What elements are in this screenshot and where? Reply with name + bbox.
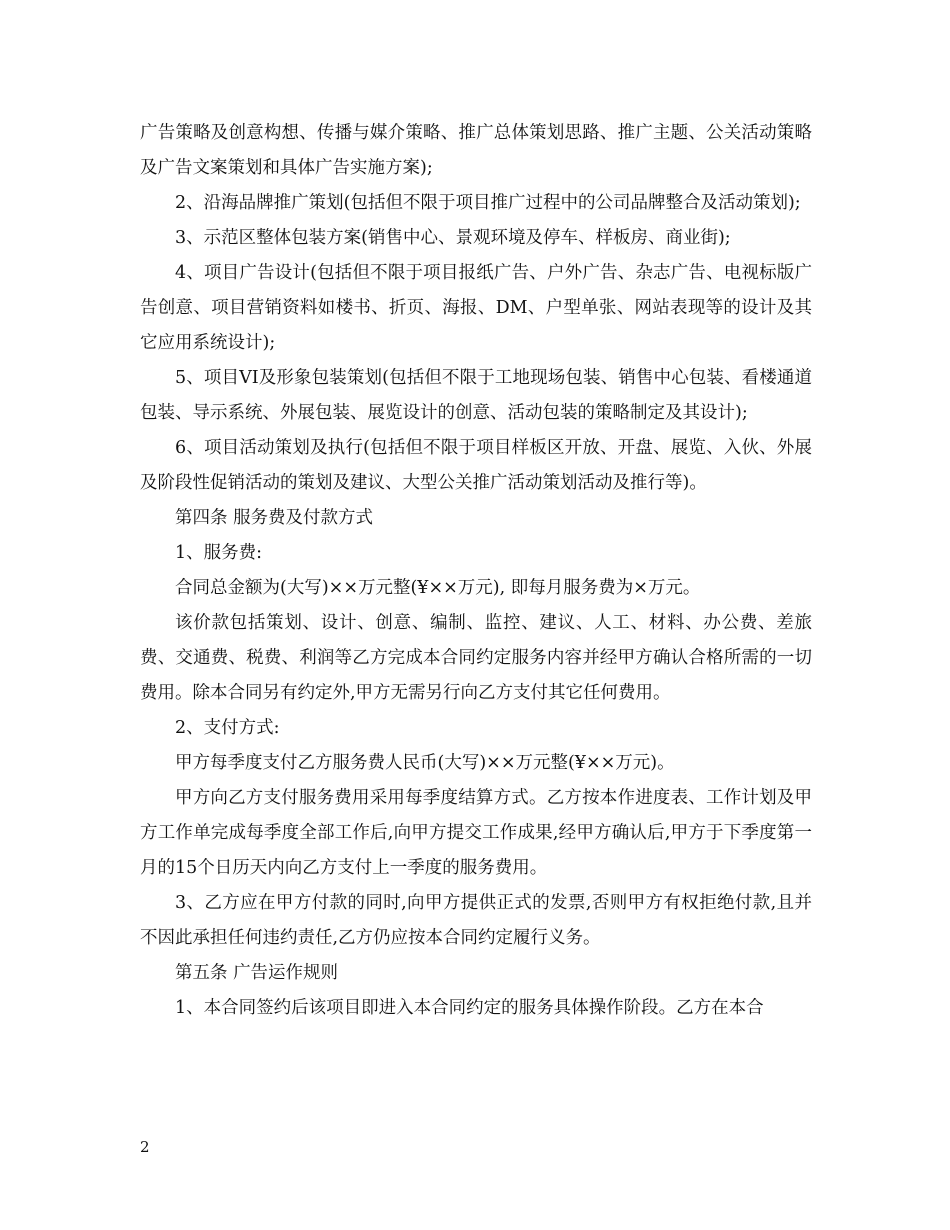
paragraph: 甲方向乙方支付服务费用采用每季度结算方式。乙方按本作进度表、工作计划及甲方工作单完成每季度全部工作后,向甲方提交工作成果,经甲方确认后,甲方于下季度第一月的15个日历天内向乙方支付上一季度的服务费用。 xyxy=(140,788,812,878)
paragraph: 甲方每季度支付乙方服务费人民币(大写)××万元整(¥××万元)。 xyxy=(175,753,675,773)
paragraph: 5、项目VI及形象包装策划(包括但不限于工地现场包装、销售中心包装、看楼通道包装、导示系统、外展包装、展览设计的创意、活动包装的策略制定及其设计); xyxy=(140,368,812,423)
section-heading: 第四条 服务费及付款方式 xyxy=(175,508,374,528)
paragraph: 2、支付方式: xyxy=(175,718,280,738)
document-body xyxy=(140,116,812,1026)
paragraph: 3、乙方应在甲方付款的同时,向甲方提供正式的发票,否则甲方有权拒绝付款,且并不因此承担任何违约责任,乙方仍应按本合同约定履行义务。 xyxy=(140,893,812,948)
paragraph: 该价款包括策划、设计、创意、编制、监控、建议、人工、材料、办公费、差旅费、交通费、税费、利润等乙方完成本合同约定服务内容并经甲方确认合格所需的一切费用。除本合同另有约定外,甲方无需另行向乙方支付其它任何费用。 xyxy=(140,613,812,703)
paragraph: 合同总金额为(大写)××万元整(¥××万元), 即每月服务费为×万元。 xyxy=(175,578,701,598)
paragraph: 2、沿海品牌推广策划(包括但不限于项目推广过程中的公司品牌整合及活动策划); xyxy=(175,193,801,213)
paragraph: 3、示范区整体包装方案(销售中心、景观环境及停车、样板房、商业街); xyxy=(175,228,731,248)
section-heading: 第五条 广告运作规则 xyxy=(175,963,339,983)
paragraph: 4、项目广告设计(包括但不限于项目报纸广告、户外广告、杂志广告、电视标版广告创意、项目营销资料如楼书、折页、海报、DM、户型单张、网站表现等的设计及其它应用系统设计); xyxy=(140,263,812,353)
paragraph: 1、服务费: xyxy=(175,543,263,563)
paragraph: 6、项目活动策划及执行(包括但不限于项目样板区开放、开盘、展览、入伙、外展及阶段性促销活动的策划及建议、大型公关推广活动策划活动及推行等)。 xyxy=(140,438,812,493)
page-number: 2 xyxy=(140,1138,150,1156)
paragraph: 广告策略及创意构想、传播与媒介策略、推广总体策划思路、推广主题、公关活动策略及广告文案策划和具体广告实施方案); xyxy=(140,123,812,178)
paragraph: 1、本合同签约后该项目即进入本合同约定的服务具体操作阶段。乙方在本合 xyxy=(175,998,764,1018)
